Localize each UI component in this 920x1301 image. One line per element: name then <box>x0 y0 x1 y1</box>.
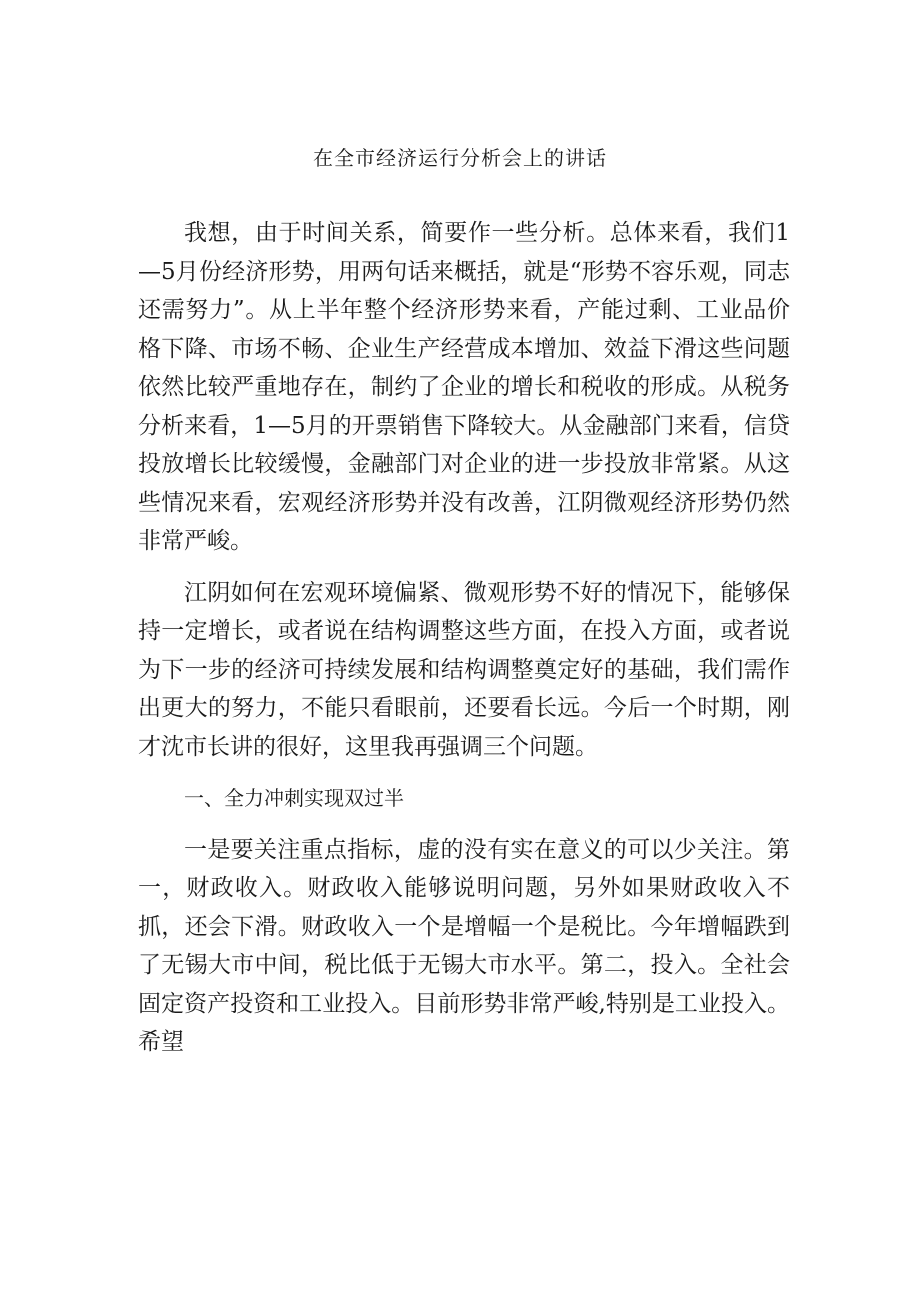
paragraph-key-indicators: 一是要关注重点指标，虚的没有实在意义的可以少关注。第一，财政收入。财政收入能够说明问题，另外如果财政收入不抓，还会下滑。财政收入一个是增幅一个是税比。今年增幅跌到了无锡大市中间，税比低于无锡大市水平。第二，投入。全社会固定资产投资和工业投入。目前形势非常严峻,特别是工业投入。希望 <box>138 836 790 1055</box>
document-body <box>138 214 790 1062</box>
section-heading: 一、全力冲刺实现双过半 <box>184 786 404 810</box>
document-title: 在全市经济运行分析会上的讲话 <box>313 146 607 170</box>
paragraph-growth-strategy: 江阴如何在宏观环境偏紧、微观形势不好的情况下，能够保持一定增长，或者说在结构调整这些方面，在投入方面，或者说为下一步的经济可持续发展和结构调整奠定好的基础，我们需作出更大的努力，不能只看眼前，还要看长远。今后一个时期，刚才沈市长讲的很好，这里我再强调三个问题。 <box>138 579 790 760</box>
paragraph-economic-analysis: 我想，由于时间关系，简要作一些分析。总体来看，我们1—5月份经济形势，用两句话来概括，就是“形势不容乐观，同志还需努力”。从上半年整个经济形势来看，产能过剩、工业品价格下降、市场不畅、企业生产经营成本增加、效益下滑这些问题依然比较严重地存在，制约了企业的增长和税收的形成。从税务分析来看，1—5月的开票销售下降较大。从金融部门来看，信贷投放增长比较缓慢，金融部门对企业的进一步投放非常紧。从这些情况来看，宏观经济形势并没有改善，江阴微观经济形势仍然非常严峻。 <box>138 220 790 554</box>
